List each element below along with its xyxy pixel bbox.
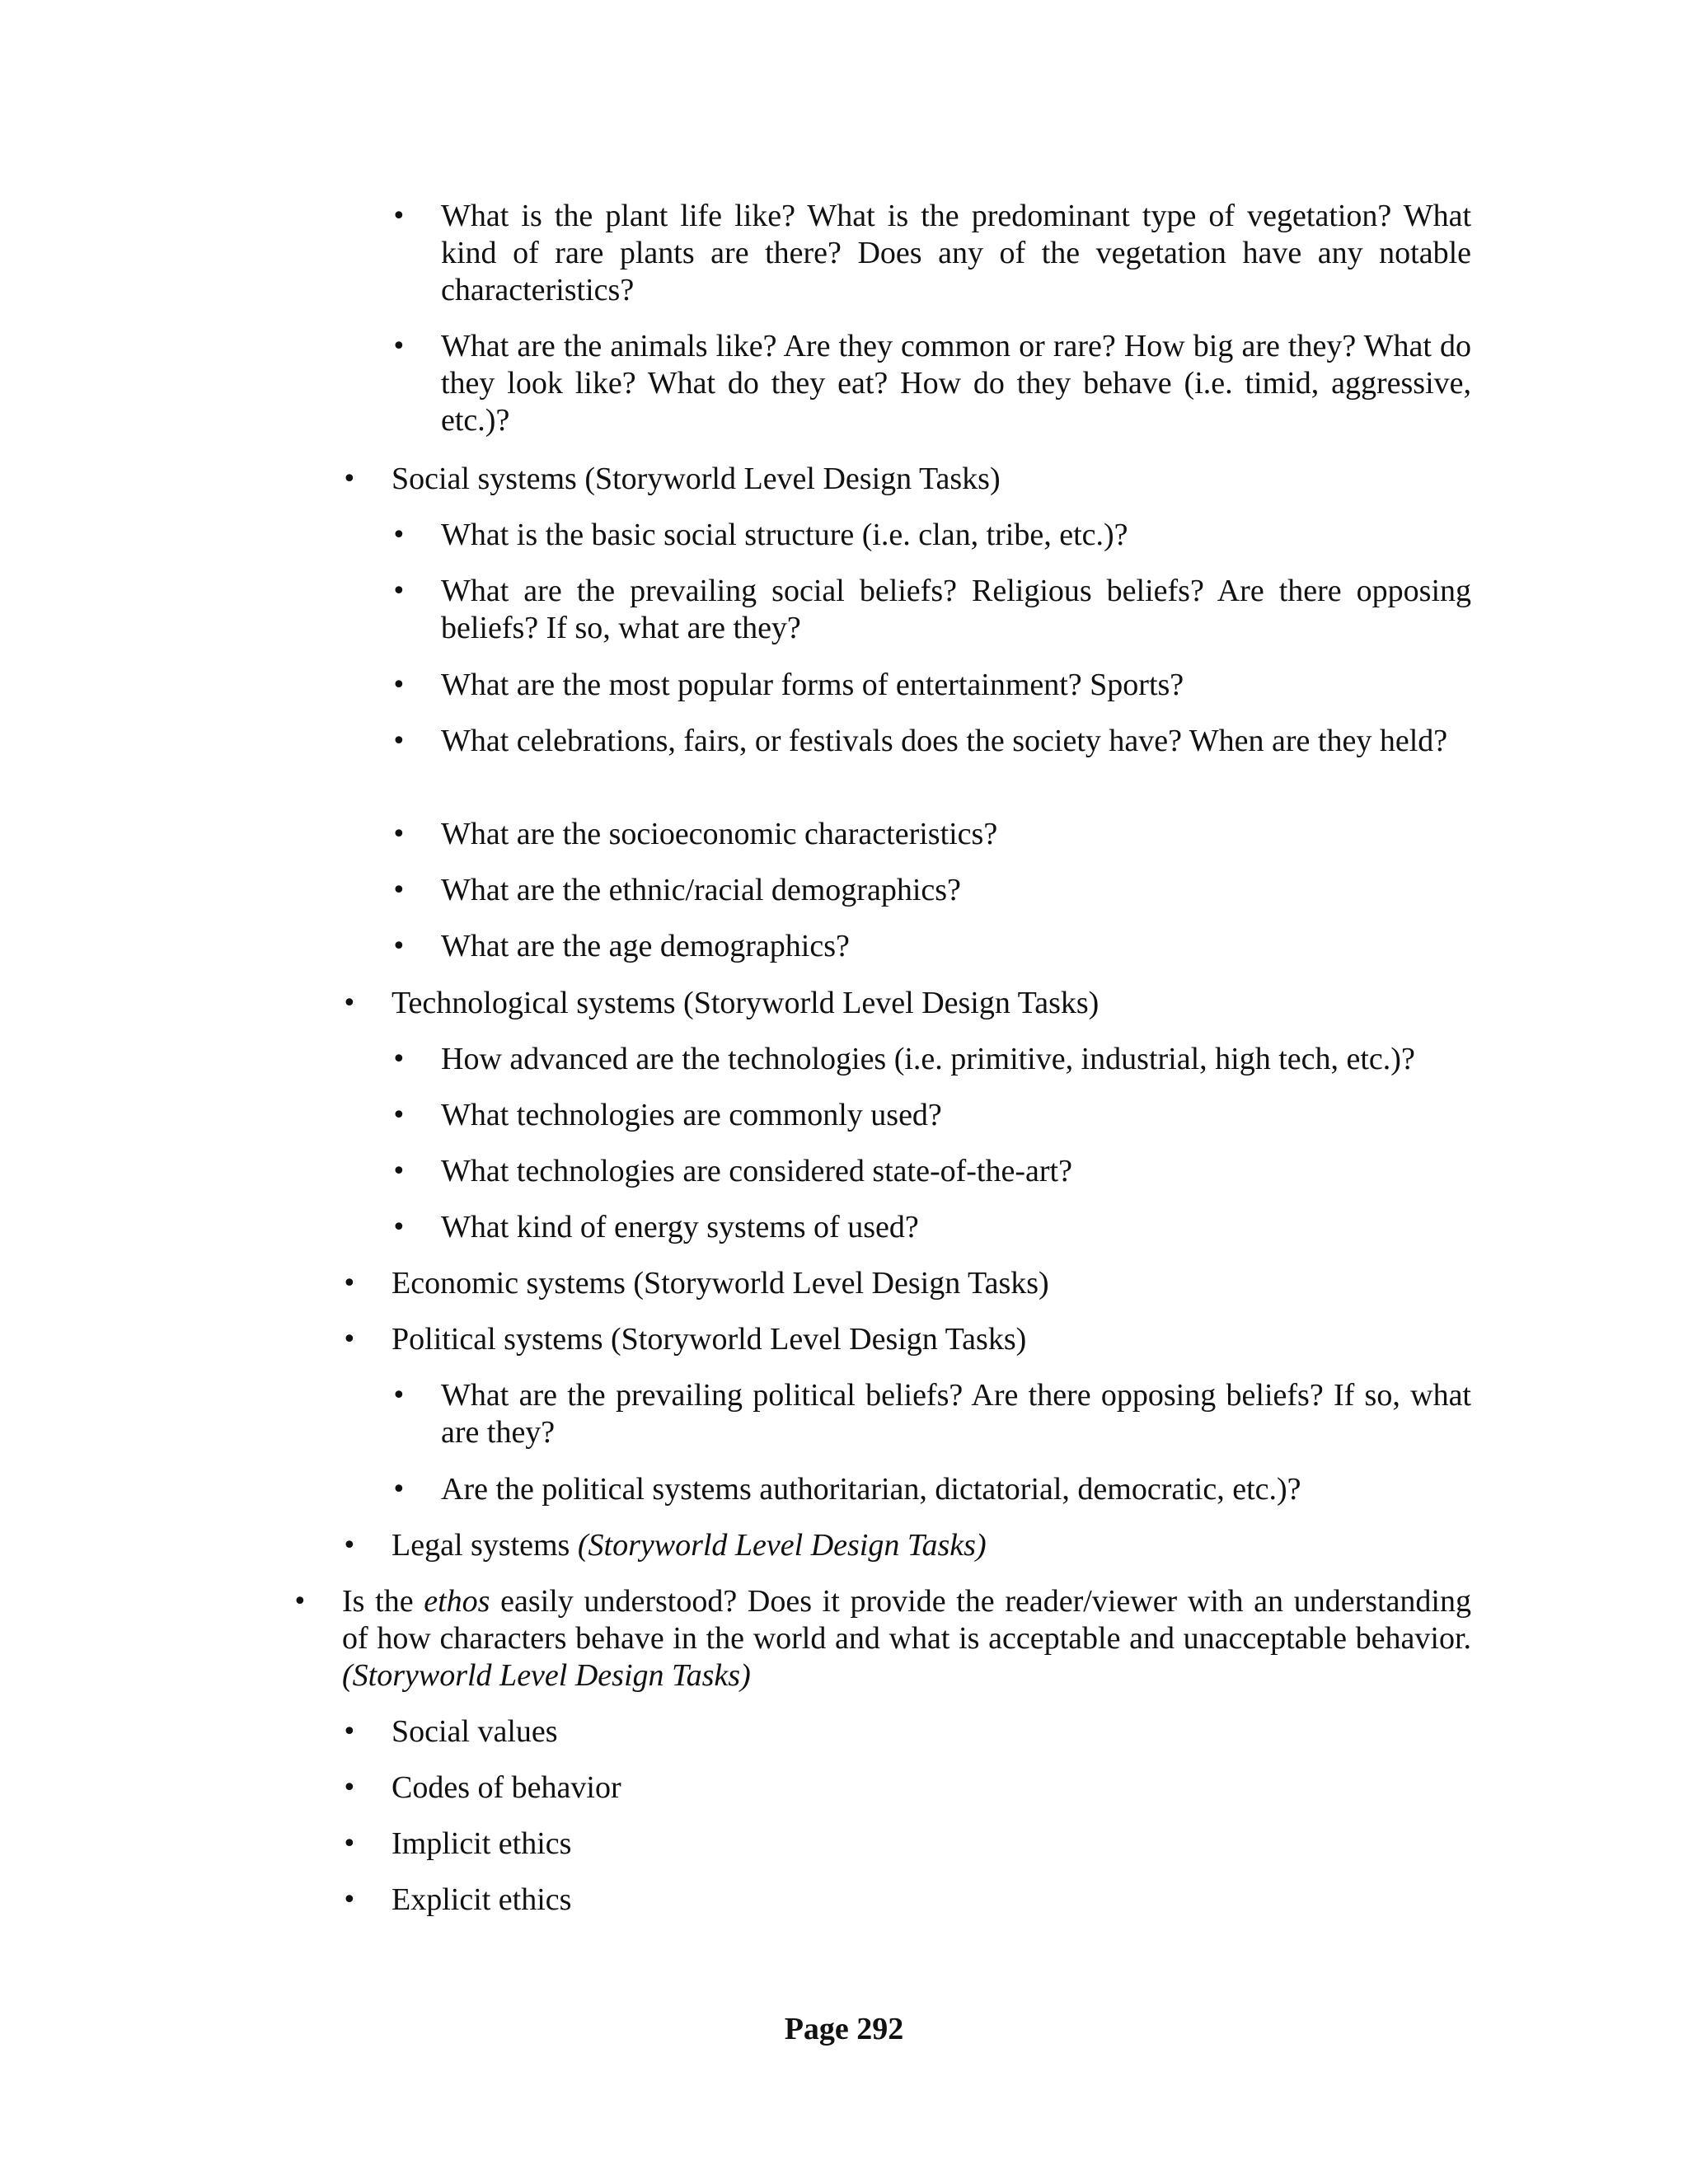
item-text: Political systems (Storyworld Level Design Tasks) <box>392 1322 1027 1357</box>
list-item <box>441 1041 1471 1078</box>
item-text: Are the political systems authoritarian, dictatorial, democratic, etc.)? <box>441 1472 1301 1507</box>
list-item <box>392 1527 1471 1564</box>
item-text: Implicit ethics <box>392 1826 572 1861</box>
item-text: Economic systems (Storyworld Level Design Tasks) <box>392 1266 1049 1301</box>
list-item <box>441 517 1471 554</box>
item-text: What celebrations, fairs, or festivals does the society have? When are they held? <box>441 724 1448 758</box>
list-item <box>441 328 1471 439</box>
item-emphasis: ethos <box>424 1584 490 1619</box>
item-text: Explicit ethics <box>392 1882 572 1917</box>
list-item <box>441 573 1471 647</box>
item-text: What are the age demographics? <box>441 929 850 963</box>
item-text: What kind of energy systems of used? <box>441 1210 919 1244</box>
list-item <box>392 1882 1471 1919</box>
item-text: What is the plant life like? What is the predominant type of vegetation? What kind of rare plants are there? Does any of the vegetation have any notable characteristics? <box>441 199 1471 307</box>
list-item <box>441 667 1471 704</box>
item-text: Is the <box>342 1584 414 1619</box>
item-text: How advanced are the technologies (i.e. primitive, industrial, high tech, etc.)? <box>441 1042 1415 1076</box>
list-item <box>392 461 1471 498</box>
list-item <box>392 985 1471 1022</box>
item-tag: (Storyworld Level Design Tasks) <box>577 1528 987 1563</box>
item-text: What are the prevailing social beliefs? Religious beliefs? Are there opposing beliefs? If so, what are they? <box>441 574 1471 645</box>
list-item <box>392 1825 1471 1863</box>
list-item <box>441 1377 1471 1451</box>
page-number: Page 292 <box>784 2012 904 2046</box>
item-text: easily understood? Does it provide the reader/viewer with an understanding of how characters behave in the world and what is acceptable and unacceptable behavior. <box>342 1584 1471 1656</box>
item-text: What are the most popular forms of entertainment? Sports? <box>441 668 1184 702</box>
item-text: What are the socioeconomic characteristics? <box>441 817 998 851</box>
list-item <box>441 816 1471 853</box>
item-text: What are the animals like? Are they common or rare? How big are they? What do they look like? What do they eat? How do they behave (i.e. timid, aggressive, etc.)? <box>441 329 1471 438</box>
list-item <box>441 1471 1471 1508</box>
list-item <box>392 1769 1471 1807</box>
item-text: Legal systems <box>392 1528 570 1563</box>
item-text: What technologies are considered state-of-the-art? <box>441 1154 1072 1188</box>
list-item <box>441 1097 1471 1134</box>
list-item <box>392 1265 1471 1302</box>
item-text: Technological systems (Storyworld Level Design Tasks) <box>392 986 1100 1020</box>
item-tag: (Storyworld Level Design Tasks) <box>342 1658 751 1693</box>
list-item <box>441 198 1471 309</box>
list-item <box>441 928 1471 965</box>
item-text: What technologies are commonly used? <box>441 1098 942 1132</box>
item-text: Codes of behavior <box>392 1770 621 1805</box>
list-item <box>441 723 1471 760</box>
list-item <box>441 1209 1471 1246</box>
list-item <box>441 872 1471 909</box>
item-text: Social values <box>392 1714 558 1749</box>
list-item <box>392 1713 1471 1750</box>
item-text: What is the basic social structure (i.e. clan, tribe, etc.)? <box>441 518 1128 552</box>
item-text: Social systems (Storyworld Level Design Tasks) <box>392 462 1001 496</box>
item-text: What are the prevailing political beliefs? Are there opposing beliefs? If so, what are they? <box>441 1378 1471 1450</box>
item-text: What are the ethnic/racial demographics? <box>441 873 961 907</box>
list-item <box>392 1321 1471 1358</box>
list-item <box>441 1153 1471 1190</box>
list-item <box>342 1583 1471 1694</box>
